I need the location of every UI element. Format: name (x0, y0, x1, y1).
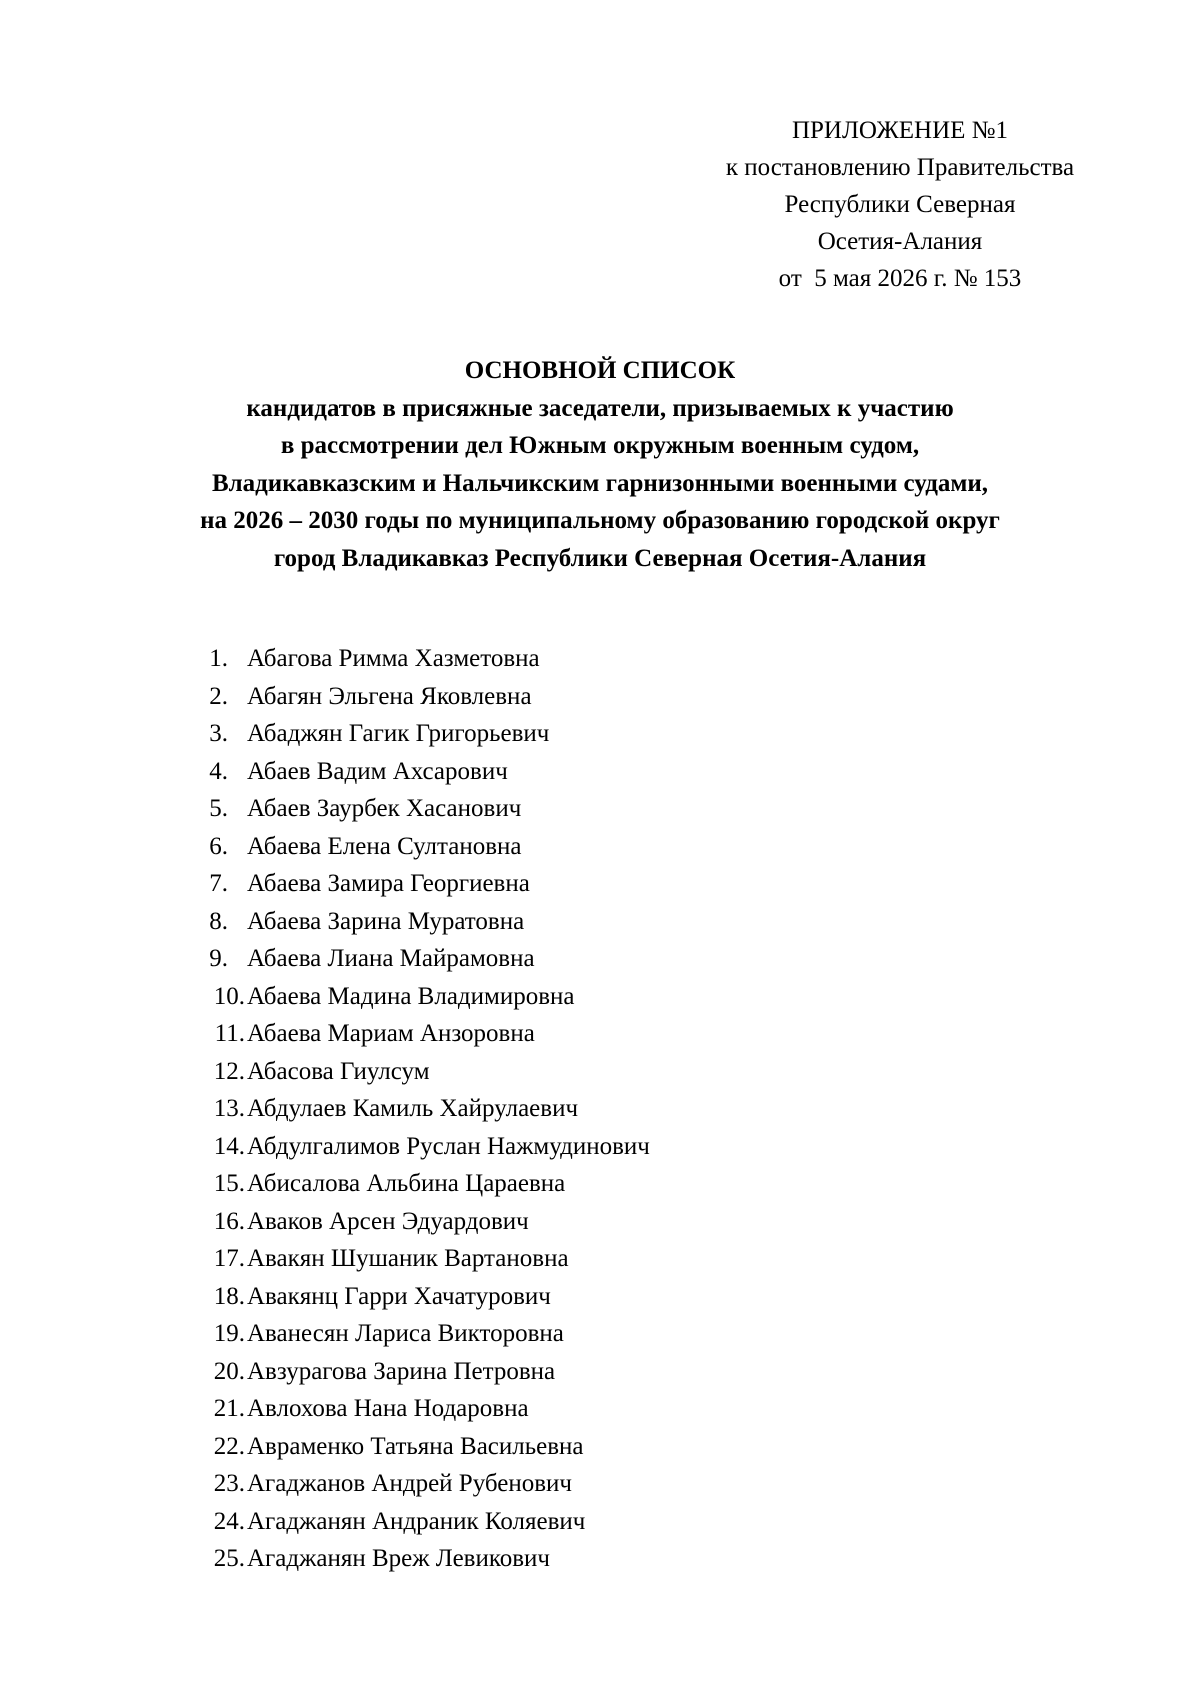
candidate-name: Авраменко Татьяна Васильевна (247, 1432, 584, 1460)
candidate-name: Абаева Мадина Владимировна (247, 982, 575, 1010)
candidate-name: Агаджанян Вреж Левикович (247, 1545, 550, 1572)
list-item (0, 1203, 1200, 1241)
item-number: 11. (214, 1020, 245, 1047)
candidate-name: Агаджанов Андрей Рубенович (247, 1470, 572, 1497)
list-item (0, 1315, 1200, 1353)
candidate-name: Абаева Замира Георгиевна (247, 870, 530, 897)
appendix-number: ПРИЛОЖЕНИЕ №1 (791, 117, 1009, 144)
candidate-name: Абаева Лиана Майрамовна (247, 945, 535, 972)
list-item (0, 640, 1200, 678)
candidate-name: Авакянц Гарри Хачатурович (247, 1282, 551, 1310)
list-item (0, 1540, 1200, 1578)
appendix-block (690, 112, 1110, 297)
candidate-name: Абдулаев Камиль Хайрулаевич (247, 1095, 579, 1122)
list-item (0, 1428, 1200, 1466)
candidate-name: Авзурагова Зарина Петровна (247, 1357, 556, 1385)
candidate-name: Абасова Гиулсум (247, 1057, 430, 1085)
list-item (0, 1390, 1200, 1428)
candidate-name: Аваков Арсен Эдуардович (247, 1207, 529, 1235)
candidate-name: Абаев Вадим Ахсарович (247, 757, 508, 785)
list-item (0, 1240, 1200, 1278)
list-item (0, 1353, 1200, 1391)
candidate-name: Авлохова Нана Нодаровна (247, 1395, 529, 1422)
document-title: ОСНОВНОЙ СПИСОК (464, 357, 736, 384)
item-number: 6. (209, 832, 228, 860)
document-heading (100, 352, 1100, 577)
list-item (0, 903, 1200, 941)
appendix-region-line: Осетия-Алания (817, 228, 983, 255)
item-number: 7. (209, 870, 228, 897)
list-item (0, 1015, 1200, 1053)
candidate-name: Абаева Елена Султановна (247, 832, 522, 860)
item-number: 8. (209, 907, 228, 935)
item-number: 1. (209, 645, 228, 672)
list-item (0, 865, 1200, 903)
candidate-name: Агаджанян Андраник Коляевич (247, 1507, 586, 1535)
item-number: 10. (213, 982, 245, 1010)
appendix-republic-line: Республики Северная (784, 191, 1016, 218)
list-item (0, 828, 1200, 866)
candidate-name: Авакян Шушаник Вартановна (247, 1245, 569, 1272)
list-item (0, 978, 1200, 1016)
item-number: 9. (209, 945, 228, 972)
appendix-date-number: от 5 мая 2026 г. № 153 (778, 265, 1022, 292)
item-number: 13. (213, 1095, 245, 1122)
candidate-name: Абагова Римма Хазметовна (247, 645, 540, 672)
item-number: 12. (213, 1057, 245, 1085)
heading-line: на 2026 – 2030 годы по муниципальному образованию городской округ (200, 507, 1000, 534)
item-number: 25. (213, 1545, 245, 1572)
item-number: 23. (213, 1470, 245, 1497)
candidate-list (0, 640, 1200, 1578)
item-number: 4. (209, 757, 228, 785)
candidate-name: Абаева Мариам Анзоровна (247, 1020, 535, 1047)
item-number: 19. (213, 1320, 245, 1347)
candidate-name: Абаева Зарина Муратовна (247, 907, 525, 935)
heading-line: Владикавказским и Нальчикским гарнизонными военными судами, (211, 469, 989, 497)
item-number: 3. (209, 720, 228, 747)
item-number: 22. (213, 1432, 245, 1460)
candidate-name: Абагян Эльгена Яковлевна (247, 682, 532, 710)
list-item (0, 1278, 1200, 1316)
list-item (0, 715, 1200, 753)
candidate-name: Абаев Заурбек Хасанович (247, 795, 522, 822)
candidate-name: Абаджян Гагик Григорьевич (247, 720, 550, 747)
item-number: 5. (209, 795, 228, 822)
list-item (0, 790, 1200, 828)
item-number: 21. (213, 1395, 245, 1422)
list-item (0, 940, 1200, 978)
list-item (0, 1165, 1200, 1203)
list-item (0, 678, 1200, 716)
list-item (0, 1090, 1200, 1128)
candidate-name: Аванесян Лариса Викторовна (247, 1320, 564, 1347)
item-number: 17. (213, 1245, 245, 1272)
item-number: 15. (213, 1170, 245, 1197)
list-item (0, 753, 1200, 791)
list-item (0, 1503, 1200, 1541)
item-number: 20. (213, 1357, 245, 1385)
appendix-resolution-ref: к постановлению Правительства (725, 154, 1075, 181)
list-item (0, 1128, 1200, 1166)
heading-line: город Владикавказ Республики Северная Осетия-Алания (273, 544, 927, 572)
item-number: 2. (209, 682, 228, 710)
item-number: 18. (213, 1282, 245, 1310)
candidate-name: Абдулгалимов Руслан Нажмудинович (247, 1132, 650, 1160)
candidate-name: Абисалова Альбина Цараевна (247, 1170, 566, 1197)
list-item (0, 1053, 1200, 1091)
item-number: 14. (213, 1132, 245, 1160)
heading-line: в рассмотрении дел Южным окружным военным судом, (280, 432, 920, 459)
item-number: 24. (213, 1507, 245, 1535)
list-item (0, 1465, 1200, 1503)
item-number: 16. (213, 1207, 245, 1235)
heading-line: кандидатов в присяжные заседатели, призываемых к участию (246, 394, 954, 422)
